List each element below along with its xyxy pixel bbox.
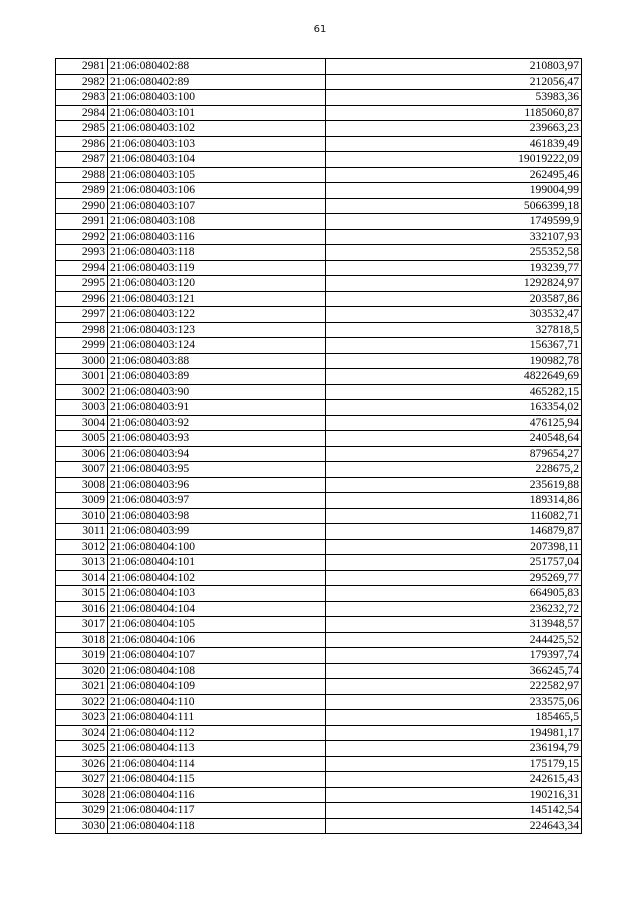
cadastral-number-cell: 21:06:080404:106 <box>108 632 326 648</box>
table-row <box>56 570 582 586</box>
table-row <box>56 524 582 540</box>
cadastral-number-cell: 21:06:080404:117 <box>108 803 326 819</box>
cadastral-number-cell: 21:06:080403:95 <box>108 462 326 478</box>
row-number-cell: 2991 <box>56 214 108 230</box>
value-cell: 327818,5 <box>326 322 582 338</box>
cadastral-number-cell: 21:06:080403:100 <box>108 90 326 106</box>
cadastral-number-cell: 21:06:080403:122 <box>108 307 326 323</box>
table-row <box>56 74 582 90</box>
table-row <box>56 508 582 524</box>
row-number-cell: 2990 <box>56 198 108 214</box>
table-row <box>56 710 582 726</box>
row-number-cell: 2986 <box>56 136 108 152</box>
table-row <box>56 756 582 772</box>
value-cell: 190982,78 <box>326 353 582 369</box>
table-row <box>56 59 582 75</box>
value-cell: 303532,47 <box>326 307 582 323</box>
row-number-cell: 3016 <box>56 601 108 617</box>
value-cell: 251757,04 <box>326 555 582 571</box>
value-cell: 262495,46 <box>326 167 582 183</box>
table-row <box>56 198 582 214</box>
row-number-cell: 3014 <box>56 570 108 586</box>
value-cell: 199004,99 <box>326 183 582 199</box>
table-row <box>56 539 582 555</box>
table-row <box>56 446 582 462</box>
cadastral-number-cell: 21:06:080402:89 <box>108 74 326 90</box>
row-number-cell: 3004 <box>56 415 108 431</box>
row-number-cell: 2981 <box>56 59 108 75</box>
cadastral-number-cell: 21:06:080403:104 <box>108 152 326 168</box>
value-cell: 240548,64 <box>326 431 582 447</box>
cadastral-number-cell: 21:06:080404:109 <box>108 679 326 695</box>
row-number-cell: 3009 <box>56 493 108 509</box>
row-number-cell: 2984 <box>56 105 108 121</box>
row-number-cell: 2987 <box>56 152 108 168</box>
value-cell: 116082,71 <box>326 508 582 524</box>
table-row <box>56 291 582 307</box>
cadastral-number-cell: 21:06:080403:93 <box>108 431 326 447</box>
cadastral-number-cell: 21:06:080404:114 <box>108 756 326 772</box>
table-row <box>56 400 582 416</box>
table-row <box>56 415 582 431</box>
cadastral-number-cell: 21:06:080404:118 <box>108 818 326 834</box>
value-cell: 879654,27 <box>326 446 582 462</box>
table-row <box>56 803 582 819</box>
cadastral-number-cell: 21:06:080403:94 <box>108 446 326 462</box>
row-number-cell: 3025 <box>56 741 108 757</box>
row-number-cell: 2995 <box>56 276 108 292</box>
table-row <box>56 338 582 354</box>
value-cell: 295269,77 <box>326 570 582 586</box>
cadastral-number-cell: 21:06:080404:111 <box>108 710 326 726</box>
row-number-cell: 3010 <box>56 508 108 524</box>
table-row <box>56 741 582 757</box>
value-cell: 19019222,09 <box>326 152 582 168</box>
row-number-cell: 3011 <box>56 524 108 540</box>
cadastral-number-cell: 21:06:080404:112 <box>108 725 326 741</box>
row-number-cell: 3019 <box>56 648 108 664</box>
row-number-cell: 3006 <box>56 446 108 462</box>
cadastral-number-cell: 21:06:080404:110 <box>108 694 326 710</box>
cadastral-number-cell: 21:06:080404:105 <box>108 617 326 633</box>
row-number-cell: 2982 <box>56 74 108 90</box>
row-number-cell: 3028 <box>56 787 108 803</box>
cadastral-number-cell: 21:06:080404:116 <box>108 787 326 803</box>
value-cell: 175179,15 <box>326 756 582 772</box>
value-cell: 255352,58 <box>326 245 582 261</box>
table-row <box>56 601 582 617</box>
row-number-cell: 2989 <box>56 183 108 199</box>
table-row <box>56 369 582 385</box>
table-row <box>56 384 582 400</box>
table-row <box>56 322 582 338</box>
value-cell: 228675,2 <box>326 462 582 478</box>
table-row <box>56 353 582 369</box>
row-number-cell: 3008 <box>56 477 108 493</box>
value-cell: 53983,36 <box>326 90 582 106</box>
table-row <box>56 772 582 788</box>
table-row <box>56 555 582 571</box>
row-number-cell: 3015 <box>56 586 108 602</box>
table-row <box>56 105 582 121</box>
row-number-cell: 3007 <box>56 462 108 478</box>
cadastral-number-cell: 21:06:080403:124 <box>108 338 326 354</box>
row-number-cell: 3013 <box>56 555 108 571</box>
cadastral-number-cell: 21:06:080402:88 <box>108 59 326 75</box>
row-number-cell: 3026 <box>56 756 108 772</box>
value-cell: 313948,57 <box>326 617 582 633</box>
value-cell: 146879,87 <box>326 524 582 540</box>
value-cell: 222582,97 <box>326 679 582 695</box>
table-row <box>56 477 582 493</box>
value-cell: 190216,31 <box>326 787 582 803</box>
cadastral-number-cell: 21:06:080403:120 <box>108 276 326 292</box>
value-cell: 185465,5 <box>326 710 582 726</box>
value-cell: 179397,74 <box>326 648 582 664</box>
row-number-cell: 2993 <box>56 245 108 261</box>
table-row <box>56 663 582 679</box>
value-cell: 476125,94 <box>326 415 582 431</box>
value-cell: 210803,97 <box>326 59 582 75</box>
table-row <box>56 136 582 152</box>
row-number-cell: 3027 <box>56 772 108 788</box>
row-number-cell: 3003 <box>56 400 108 416</box>
cadastral-number-cell: 21:06:080404:102 <box>108 570 326 586</box>
table-row <box>56 431 582 447</box>
cadastral-number-cell: 21:06:080403:88 <box>108 353 326 369</box>
row-number-cell: 2998 <box>56 322 108 338</box>
row-number-cell: 3002 <box>56 384 108 400</box>
table-row <box>56 121 582 137</box>
cadastral-number-cell: 21:06:080404:104 <box>108 601 326 617</box>
table-row <box>56 462 582 478</box>
cadastral-number-cell: 21:06:080403:107 <box>108 198 326 214</box>
cadastral-number-cell: 21:06:080403:96 <box>108 477 326 493</box>
cadastral-number-cell: 21:06:080404:103 <box>108 586 326 602</box>
cadastral-number-cell: 21:06:080403:92 <box>108 415 326 431</box>
row-number-cell: 3017 <box>56 617 108 633</box>
row-number-cell: 2994 <box>56 260 108 276</box>
row-number-cell: 3021 <box>56 679 108 695</box>
cadastral-number-cell: 21:06:080404:107 <box>108 648 326 664</box>
table-row <box>56 586 582 602</box>
cadastral-number-cell: 21:06:080403:91 <box>108 400 326 416</box>
table-row <box>56 694 582 710</box>
value-cell: 194981,17 <box>326 725 582 741</box>
row-number-cell: 2992 <box>56 229 108 245</box>
row-number-cell: 3000 <box>56 353 108 369</box>
cadastral-number-cell: 21:06:080403:101 <box>108 105 326 121</box>
cadastral-number-cell: 21:06:080403:108 <box>108 214 326 230</box>
value-cell: 236194,79 <box>326 741 582 757</box>
value-cell: 1292824,97 <box>326 276 582 292</box>
table-row <box>56 617 582 633</box>
value-cell: 212056,47 <box>326 74 582 90</box>
cadastral-number-cell: 21:06:080403:89 <box>108 369 326 385</box>
table-row <box>56 167 582 183</box>
table-row <box>56 183 582 199</box>
value-cell: 239663,23 <box>326 121 582 137</box>
cadastral-number-cell: 21:06:080404:101 <box>108 555 326 571</box>
row-number-cell: 2983 <box>56 90 108 106</box>
table-row <box>56 632 582 648</box>
page-number: 61 <box>313 24 327 35</box>
cadastral-number-cell: 21:06:080403:116 <box>108 229 326 245</box>
table-row <box>56 818 582 834</box>
value-cell: 224643,34 <box>326 818 582 834</box>
table-row <box>56 229 582 245</box>
cadastral-number-cell: 21:06:080403:103 <box>108 136 326 152</box>
cadastral-number-cell: 21:06:080403:98 <box>108 508 326 524</box>
table-row <box>56 787 582 803</box>
cadastral-number-cell: 21:06:080403:97 <box>108 493 326 509</box>
value-cell: 366245,74 <box>326 663 582 679</box>
table-row <box>56 276 582 292</box>
value-cell: 664905,83 <box>326 586 582 602</box>
value-cell: 236232,72 <box>326 601 582 617</box>
cadastral-number-cell: 21:06:080403:118 <box>108 245 326 261</box>
value-cell: 203587,86 <box>326 291 582 307</box>
value-cell: 189314,86 <box>326 493 582 509</box>
table-row <box>56 214 582 230</box>
value-cell: 163354,02 <box>326 400 582 416</box>
cadastral-number-cell: 21:06:080403:106 <box>108 183 326 199</box>
value-cell: 156367,71 <box>326 338 582 354</box>
row-number-cell: 2999 <box>56 338 108 354</box>
cadastral-value-table <box>55 58 582 834</box>
row-number-cell: 3012 <box>56 539 108 555</box>
cadastral-number-cell: 21:06:080403:121 <box>108 291 326 307</box>
cadastral-number-cell: 21:06:080403:119 <box>108 260 326 276</box>
row-number-cell: 3005 <box>56 431 108 447</box>
cadastral-number-cell: 21:06:080404:100 <box>108 539 326 555</box>
table-row <box>56 260 582 276</box>
table-row <box>56 307 582 323</box>
row-number-cell: 3022 <box>56 694 108 710</box>
table-body <box>56 59 582 834</box>
cadastral-number-cell: 21:06:080403:102 <box>108 121 326 137</box>
value-cell: 207398,11 <box>326 539 582 555</box>
value-cell: 235619,88 <box>326 477 582 493</box>
row-number-cell: 2996 <box>56 291 108 307</box>
cadastral-number-cell: 21:06:080404:113 <box>108 741 326 757</box>
cadastral-number-cell: 21:06:080404:115 <box>108 772 326 788</box>
cadastral-number-cell: 21:06:080404:108 <box>108 663 326 679</box>
table-row <box>56 245 582 261</box>
row-number-cell: 2997 <box>56 307 108 323</box>
table-row <box>56 152 582 168</box>
value-cell: 233575,06 <box>326 694 582 710</box>
row-number-cell: 3020 <box>56 663 108 679</box>
cadastral-number-cell: 21:06:080403:99 <box>108 524 326 540</box>
value-cell: 145142,54 <box>326 803 582 819</box>
table-row <box>56 90 582 106</box>
value-cell: 242615,43 <box>326 772 582 788</box>
row-number-cell: 2988 <box>56 167 108 183</box>
cadastral-number-cell: 21:06:080403:123 <box>108 322 326 338</box>
cadastral-number-cell: 21:06:080403:90 <box>108 384 326 400</box>
value-cell: 244425,52 <box>326 632 582 648</box>
table-row <box>56 648 582 664</box>
row-number-cell: 3024 <box>56 725 108 741</box>
value-cell: 1185060,87 <box>326 105 582 121</box>
row-number-cell: 3023 <box>56 710 108 726</box>
cadastral-number-cell: 21:06:080403:105 <box>108 167 326 183</box>
row-number-cell: 2985 <box>56 121 108 137</box>
value-cell: 4822649,69 <box>326 369 582 385</box>
value-cell: 1749599,9 <box>326 214 582 230</box>
row-number-cell: 3029 <box>56 803 108 819</box>
value-cell: 332107,93 <box>326 229 582 245</box>
table-row <box>56 493 582 509</box>
row-number-cell: 3001 <box>56 369 108 385</box>
row-number-cell: 3030 <box>56 818 108 834</box>
value-cell: 5066399,18 <box>326 198 582 214</box>
table-row <box>56 679 582 695</box>
row-number-cell: 3018 <box>56 632 108 648</box>
table-row <box>56 725 582 741</box>
value-cell: 193239,77 <box>326 260 582 276</box>
value-cell: 465282,15 <box>326 384 582 400</box>
value-cell: 461839,49 <box>326 136 582 152</box>
